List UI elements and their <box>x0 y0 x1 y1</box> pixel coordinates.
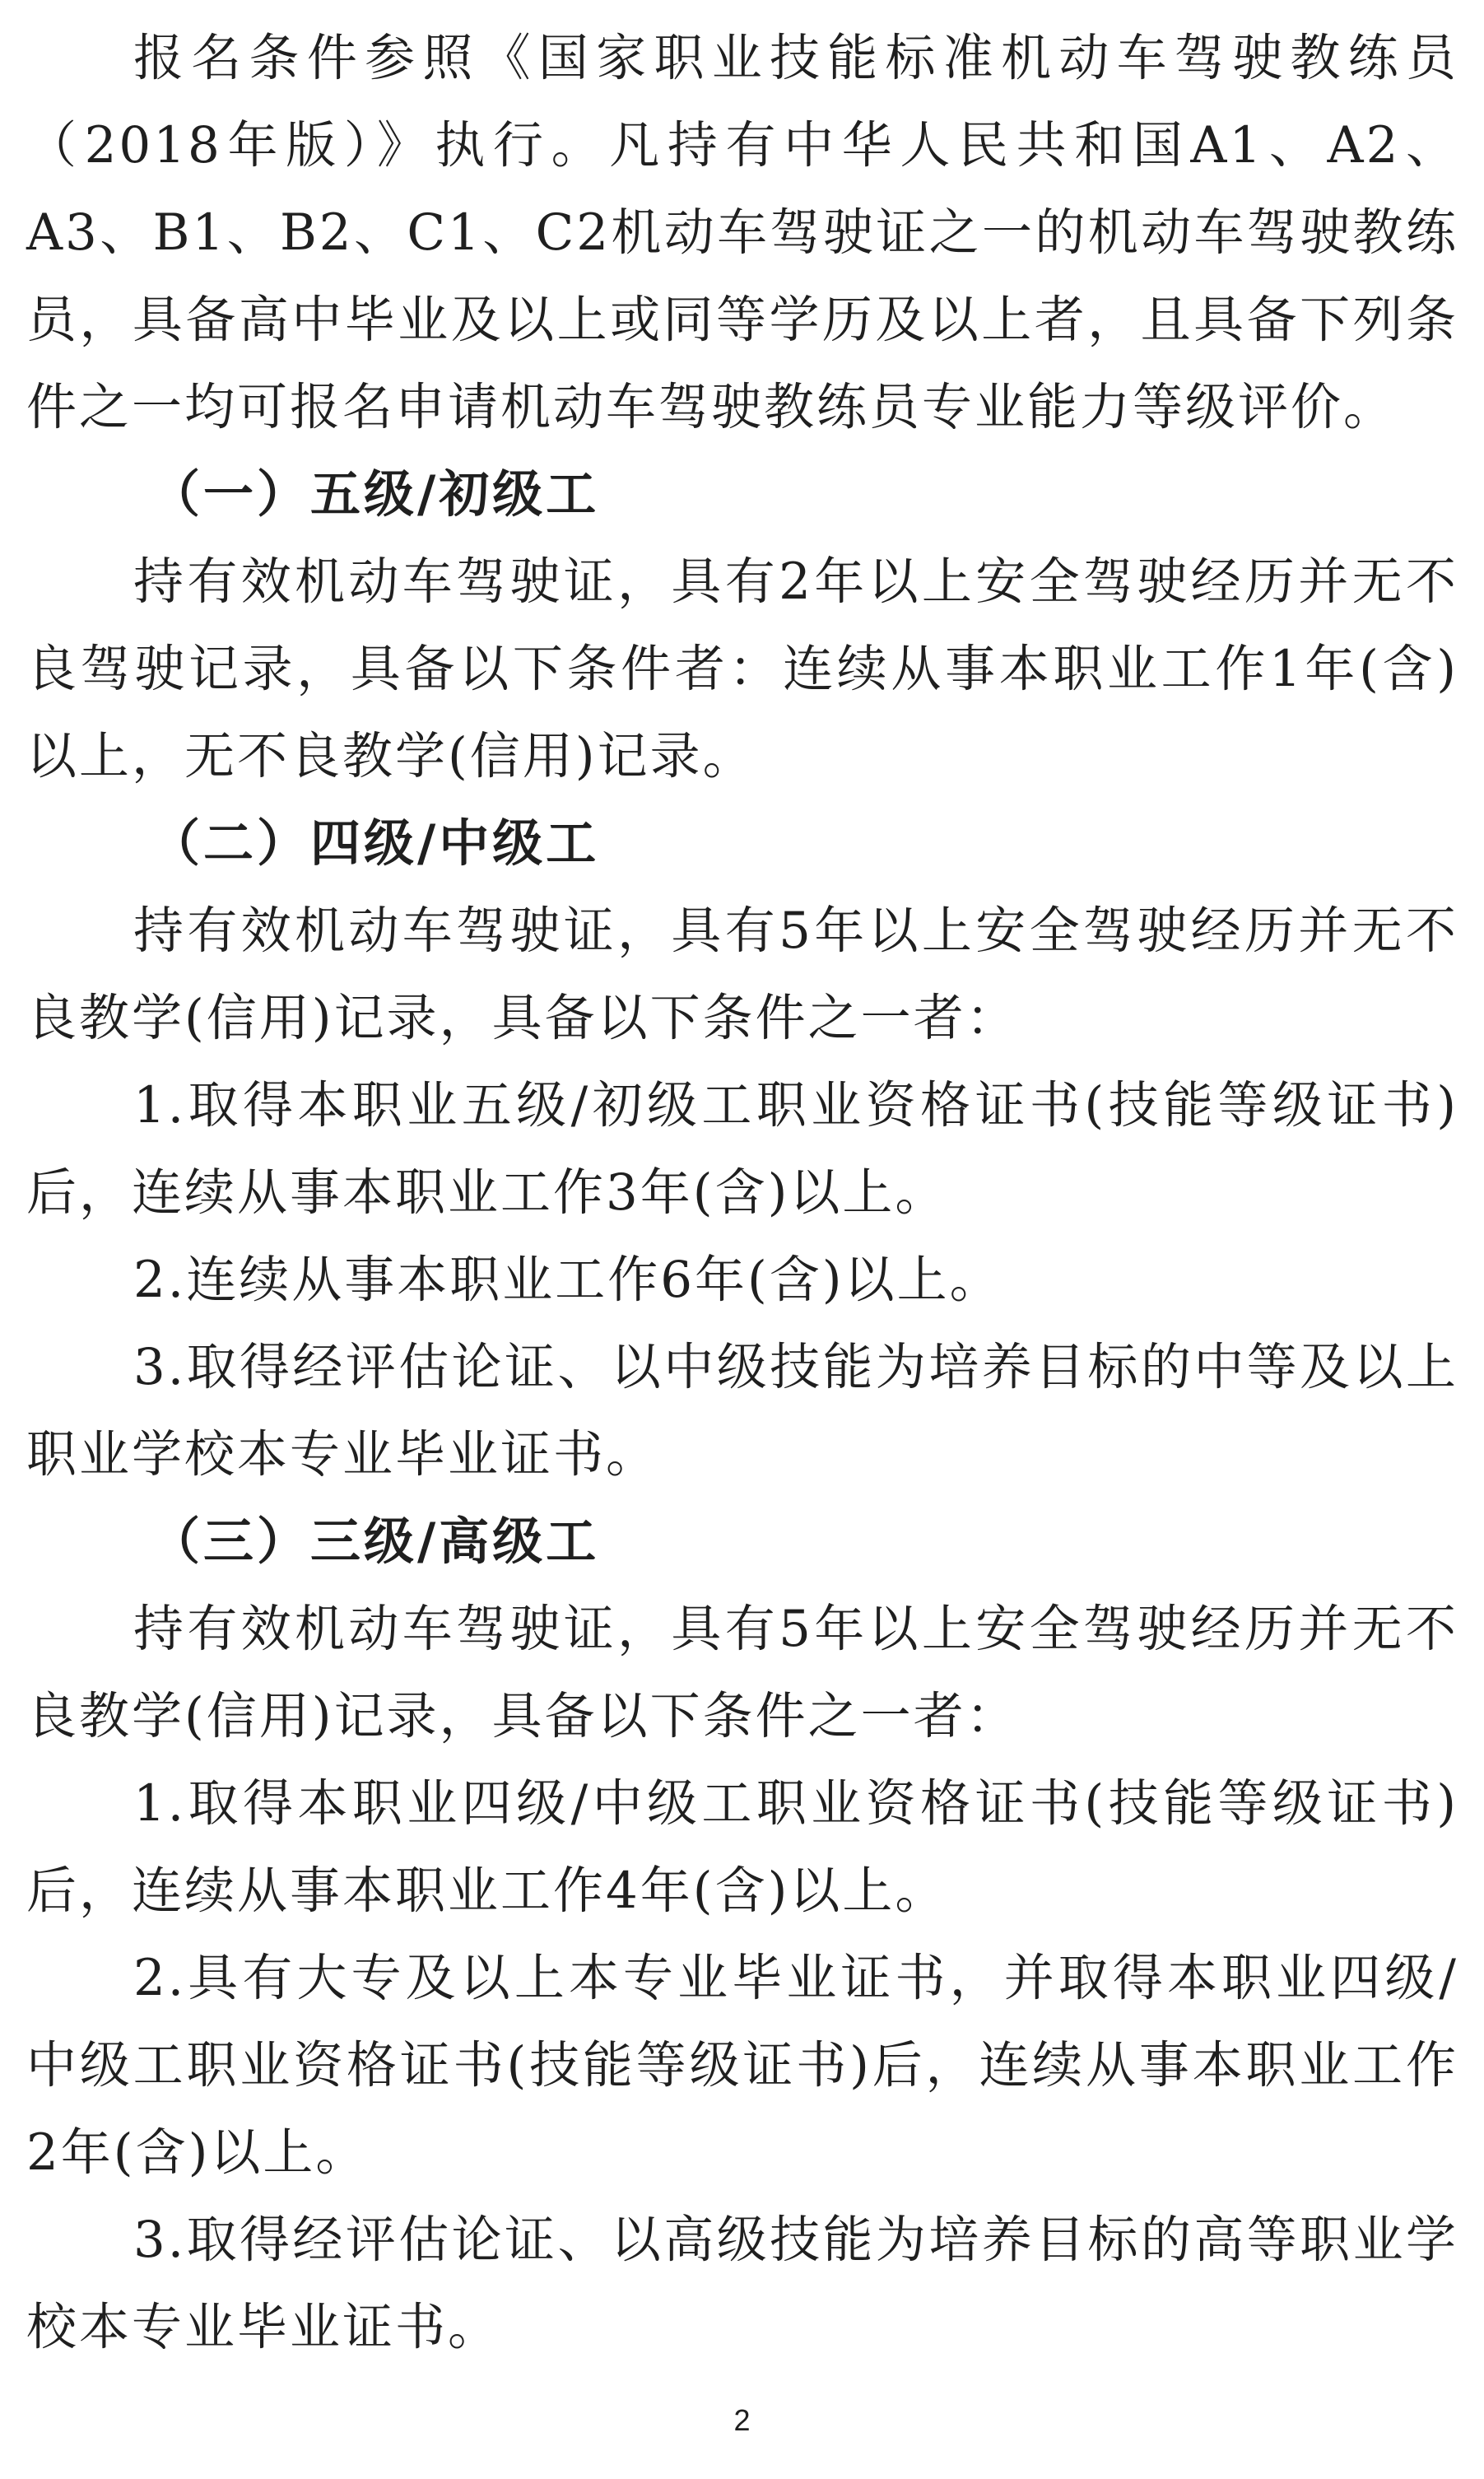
section-2-item-3: 3.取得经评估论证、以中级技能为培养目标的中等及以上职业学校本专业毕业证书。 <box>26 1338 1458 1484</box>
section-2-item-1: 1.取得本职业五级/初级工职业资格证书(技能等级证书)后，连续从事本职业工作3年(含)以上。 <box>26 1076 1458 1222</box>
section-2-paragraph-1: 持有效机动车驾驶证，具有5年以上安全驾驶经历并无不良教学(信用)记录，具备以下条件之一者： <box>26 902 1458 1047</box>
section-heading-level-4: （二）四级/中级工 <box>150 814 600 873</box>
intro-paragraph: 报名条件参照《国家职业技能标准机动车驾驶教练员（2018年版）》执行。凡持有中华人民共和国A1、A2、A3、B1、B2、C1、C2机动车驾驶证之一的机动车驾驶教练员，具备高中毕业及以上或同等学历及以上者，且具备下列条件之一均可报名申请机动车驾驶教练员专业能力等级评价。 <box>26 29 1458 436</box>
document-body <box>26 15 1458 2371</box>
section-3-item-1: 1.取得本职业四级/中级工职业资格证书(技能等级证书)后，连续从事本职业工作4年(含)以上。 <box>26 1774 1458 1920</box>
section-3-item-2: 2.具有大专及以上本专业毕业证书，并取得本职业四级/中级工职业资格证书(技能等级证书)后，连续从事本职业工作2年(含)以上。 <box>26 1949 1458 2182</box>
page-number: 2 <box>733 2403 751 2437</box>
section-3-item-3: 3.取得经评估论证、以高级技能为培养目标的高等职业学校本专业毕业证书。 <box>26 2211 1458 2356</box>
section-heading-level-5: （一）五级/初级工 <box>150 465 600 524</box>
section-heading-level-3: （三）三级/高级工 <box>150 1512 600 1571</box>
section-2-item-2: 2.连续从事本职业工作6年(含)以上。 <box>133 1251 1003 1309</box>
section-3-paragraph-1: 持有效机动车驾驶证，具有5年以上安全驾驶经历并无不良教学(信用)记录，具备以下条件之一者： <box>26 1600 1458 1745</box>
section-1-paragraph-1: 持有效机动车驾驶证，具有2年以上安全驾驶经历并无不良驾驶记录，具备以下条件者：连续从事本职业工作1年(含)以上，无不良教学(信用)记录。 <box>26 552 1458 785</box>
